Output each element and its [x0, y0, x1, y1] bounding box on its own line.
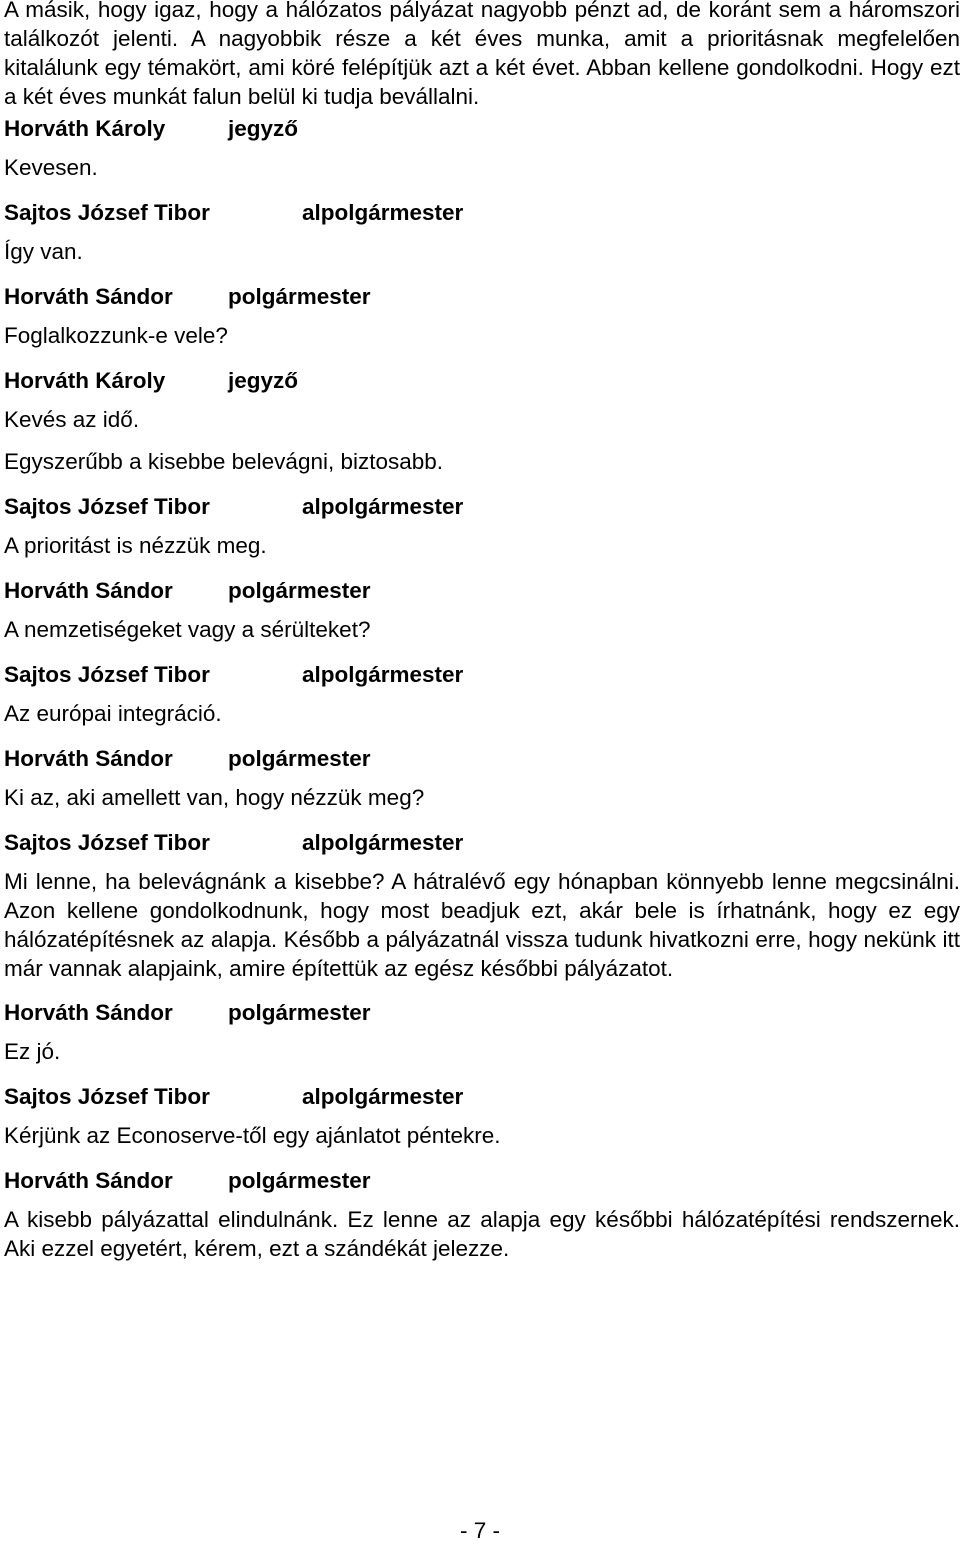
statement-text: Foglalkozzunk-e vele?	[4, 323, 228, 348]
statement-text: A prioritást is nézzük meg.	[4, 533, 267, 558]
speaker-role: polgármester	[228, 1168, 371, 1193]
speaker-name: Sajtos József Tibor	[4, 830, 210, 855]
statement-text: Mi lenne, ha belevágnánk a kisebbe? A hátralévő egy hónapban könnyebb lenne megcsinálni. Azon kellene gondolkodnunk, hogy most beadjuk ezt, akár bele is írhatnánk, hogy ez egy hálózatépítésnek az alapja. Később a pályázatnál vissza tudunk hivatkozni erre, hogy nekünk itt már vannak alapjaink, amire építettük az egész későbbi pályázatot.	[4, 869, 960, 981]
statement-text: A nemzetiségeket vagy a sérülteket?	[4, 617, 371, 642]
speaker-name: Horváth Sándor	[4, 578, 173, 603]
speaker-line	[4, 111, 960, 153]
statement-text: Ki az, aki amellett van, hogy nézzük meg?	[4, 785, 425, 810]
statement-text: A kisebb pályázattal elindulnánk. Ez lenne az alapja egy későbbi hálózatépítési rendszernek. Aki ezzel egyetért, kérem, ezt a szándékát jelezze.	[4, 1207, 960, 1261]
speaker-role: polgármester	[228, 284, 371, 309]
speaker-line	[4, 1163, 960, 1205]
statement-text: Így van.	[4, 239, 83, 264]
speaker-role: polgármester	[228, 578, 371, 603]
speaker-line	[4, 825, 960, 867]
speaker-name: Horváth Sándor	[4, 284, 173, 309]
speaker-line	[4, 279, 960, 321]
speaker-line	[4, 573, 960, 615]
speaker-line	[4, 1079, 960, 1121]
speaker-name: Sajtos József Tibor	[4, 494, 210, 519]
speaker-line	[4, 195, 960, 237]
speaker-role: alpolgármester	[302, 830, 464, 855]
speaker-name: Horváth Sándor	[4, 1168, 173, 1193]
statement-text: Kevés az idő.	[4, 407, 140, 432]
intro-paragraph: A másik, hogy igaz, hogy a hálózatos pályázat nagyobb pénzt ad, de koránt sem a háromszori találkozót jelenti. A nagyobbik része a két éves munka, amit a prioritásnak megfelelően kitalálunk egy témakört, ami köré felépítjük azt a két évet. Abban kellene gondolkodni. Hogy ezt a két éves munkát falun belül ki tudja bevállalni.	[4, 0, 960, 109]
speaker-name: Horváth Sándor	[4, 1000, 173, 1025]
speaker-role: polgármester	[228, 746, 371, 771]
speaker-role: alpolgármester	[302, 1084, 464, 1109]
speaker-name: Sajtos József Tibor	[4, 662, 210, 687]
speaker-line	[4, 363, 960, 405]
speaker-line	[4, 657, 960, 699]
speaker-line	[4, 489, 960, 531]
speaker-name: Horváth Sándor	[4, 746, 173, 771]
page-number: - 7 -	[459, 1518, 500, 1543]
speaker-role: alpolgármester	[302, 662, 464, 687]
statement-text: Ez jó.	[4, 1039, 61, 1064]
speaker-name: Sajtos József Tibor	[4, 1084, 210, 1109]
speaker-role: alpolgármester	[302, 494, 464, 519]
speaker-role: jegyző	[228, 368, 299, 393]
speaker-role: alpolgármester	[302, 200, 464, 225]
statement-text: Egyszerűbb a kisebbe belevágni, biztosabb.	[4, 449, 444, 474]
speaker-name: Sajtos József Tibor	[4, 200, 210, 225]
speaker-name: Horváth Károly	[4, 368, 166, 393]
transcript	[4, 111, 960, 1263]
speaker-line	[4, 741, 960, 783]
speaker-role: polgármester	[228, 1000, 371, 1025]
speaker-role: jegyző	[228, 116, 299, 141]
document-page	[4, 0, 960, 1275]
statement-text: Kérjünk az Econoserve-től egy ajánlatot péntekre.	[4, 1123, 501, 1148]
speaker-name: Horváth Károly	[4, 116, 166, 141]
speaker-line	[4, 995, 960, 1037]
statement-text: Kevesen.	[4, 155, 98, 180]
statement-text: Az európai integráció.	[4, 701, 222, 726]
